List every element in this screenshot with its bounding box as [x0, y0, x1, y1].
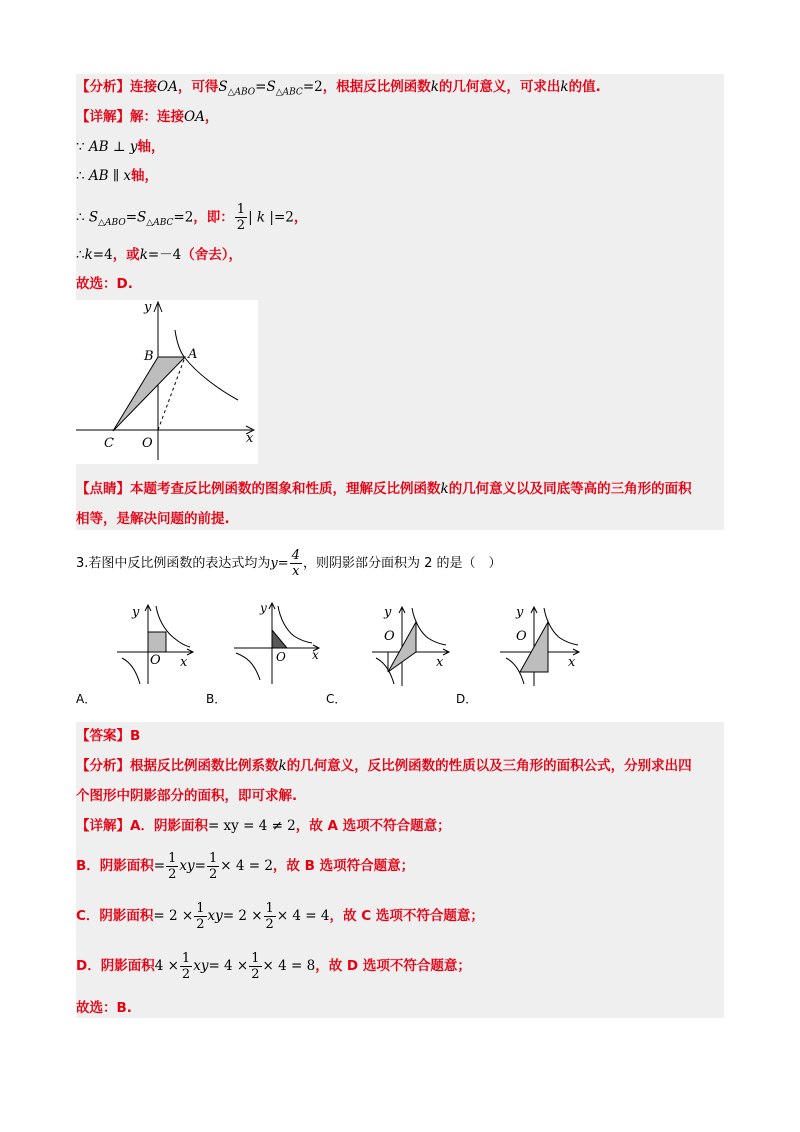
answer-line: 【答案】B — [76, 728, 141, 744]
svg-text:x: x — [312, 648, 319, 662]
svg-text:x: x — [180, 655, 188, 670]
figure-hyperbola-triangle — [76, 300, 258, 464]
svg-text:O: O — [516, 629, 527, 644]
label-y: y — [144, 300, 152, 315]
label-o: O — [142, 436, 153, 451]
detail-option-b: B．阴影面积= $\frac{1}{2}$ xy= $\frac{1}{2}$ × 4 = 2，故 B 选项符合题意； — [76, 850, 415, 882]
option-c-label: C． — [326, 692, 347, 706]
svg-text:O: O — [276, 650, 286, 664]
svg-text:O: O — [150, 653, 161, 668]
option-c-figure — [368, 600, 456, 688]
analysis-line-2a: 【分析】根据反比例函数比例系数k的几何意义，反比例函数的性质以及三角形的面积公式，分别求出四 — [76, 758, 692, 774]
svg-text:y: y — [384, 605, 392, 620]
choose-answer-2: 故选：B. — [76, 1000, 132, 1016]
svg-text:y: y — [132, 605, 140, 620]
analysis-line-2b: 个图形中阴影部分的面积，即可求解. — [76, 788, 298, 804]
step-k-value: ∴k=4，或k=－4（舍去）， — [76, 247, 243, 263]
comment-line-1: 【点睛】本题考查反比例函数的图象和性质，理解反比例函数k的几何意义以及同底等高的三角形的面积 — [76, 481, 692, 497]
comment-line-2: 相等，是解决问题的前提. — [76, 511, 230, 527]
svg-text:O: O — [384, 629, 395, 644]
svg-text:x: x — [436, 655, 444, 670]
option-d-label: D． — [456, 692, 478, 706]
label-b: B — [144, 349, 154, 364]
detail-option-d: D．阴影面积4 × $\frac{1}{2}$ xy= 4 × $\frac{1}{2}$ × 4 = 8，故 D 选项不符合题意； — [76, 950, 471, 982]
shaded-triangle-abc — [113, 357, 185, 431]
analysis-line-1: 【分析】连接OA，可得$S_{\triangle ABO}=S_{\triangle ABC}=2$，根据反比例函数k的几何意义，可求出k的值. — [76, 79, 601, 98]
detail-line-1: 【详解】解：连接OA， — [76, 109, 219, 125]
svg-text:y: y — [516, 605, 524, 620]
label-x: x — [246, 431, 254, 446]
detail-option-c: C．阴影面积= 2 × $\frac{1}{2}$ xy= 2 × $\frac{1}{2}$ × 4 = 4，故 C 选项不符合题意； — [76, 900, 484, 932]
step-ab-par-x: ∴ AB ∥ x轴， — [76, 168, 159, 184]
question-3: 3.若图中反比例函数的表达式均为y= $\frac{4}{x}$ ，则阴影部分面积为 2 的是（ ） — [76, 548, 502, 579]
detail-option-a: 【详解】A．阴影面积= xy = 4 ≠ 2，故 A 选项不符合题意； — [76, 818, 451, 834]
svg-text:y: y — [260, 601, 267, 615]
svg-text:x: x — [568, 655, 576, 670]
choose-answer-1: 故选：D. — [76, 276, 133, 292]
option-a-label: A． — [76, 692, 97, 706]
option-b-figure — [232, 600, 324, 686]
step-ab-perp-y: ∵ AB ⊥ y轴， — [76, 139, 165, 155]
option-d-figure — [496, 600, 586, 688]
option-b-label: B． — [206, 692, 227, 706]
step-area-equal: ∴ $S_{\triangle ABO}=S_{\triangle ABC}=2$，即： $\frac{1}{2}$ | k |=2， — [76, 202, 308, 233]
option-a-figure — [112, 600, 198, 686]
label-c: C — [104, 436, 114, 451]
label-a: A — [188, 347, 198, 362]
hyperbola-curve — [175, 330, 238, 400]
